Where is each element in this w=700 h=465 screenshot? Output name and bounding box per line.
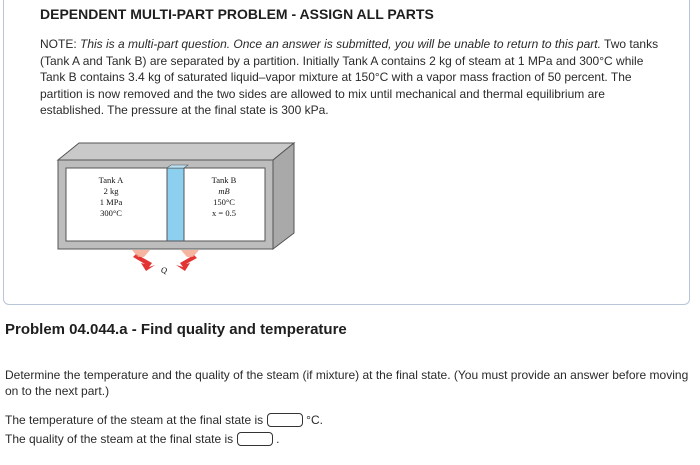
- problem-statement-panel: [3, 0, 690, 305]
- tank-top-face: [58, 143, 294, 160]
- temperature-input[interactable]: [267, 413, 303, 427]
- quality-input[interactable]: [237, 432, 273, 446]
- quality-answer-row: [5, 432, 279, 446]
- temperature-answer-row: [5, 413, 323, 427]
- panel-title: DEPENDENT MULTI-PART PROBLEM - ASSIGN ALL PARTS: [40, 6, 434, 22]
- tank-diagram: [54, 139, 304, 279]
- tank-partition: [167, 168, 184, 241]
- tank-b-temperature: 150°C: [213, 197, 235, 207]
- quality-prompt: The quality of the steam at the final state is: [5, 432, 234, 446]
- note-warning: This is a multi-part question. Once an answer is submitted, you will be unable to return to this part.: [80, 37, 601, 51]
- tank-side-face: [273, 143, 294, 249]
- problem-text: Two tanks (Tank A and Tank B) are separated by a partition. Initially Tank A contains 2 kg of steam at 1 MPa and 300°C while Tank B contains 3.4 kg of saturated liquid–vapor mixture at 150°C with a vapor mass fraction of 50 percent. The partition is now removed and the two sides are allowed to mix until mechanical and thermal equilibrium are established. The pressure at the final state is 300 kPa.: [40, 37, 659, 117]
- tank-b-mass: mB: [218, 186, 230, 196]
- tank-b-label: Tank B: [211, 175, 237, 185]
- heat-glow-right: [181, 250, 199, 257]
- part-instructions: Determine the temperature and the quality of the steam (if mixture) at the final state. (You must provide an answer before moving on to the next part.): [5, 368, 689, 398]
- temperature-unit: °C.: [306, 413, 323, 427]
- tank-a-mass: 2 kg: [103, 186, 119, 196]
- heat-arrow-right: [176, 255, 197, 271]
- problem-description: [40, 36, 660, 119]
- heat-label: Q: [160, 265, 168, 275]
- quality-suffix: .: [276, 432, 280, 446]
- partition-top: [167, 165, 188, 168]
- temperature-prompt: The temperature of the steam at the final state is: [5, 413, 264, 427]
- tank-a-pressure: 1 MPa: [99, 197, 123, 207]
- tank-a-label: Tank A: [98, 175, 124, 185]
- note-label: NOTE:: [40, 37, 81, 51]
- tank-a-temperature: 300°C: [100, 208, 122, 218]
- tank-b-quality: x = 0.5: [212, 208, 236, 218]
- part-title: Problem 04.044.a - Find quality and temperature: [5, 321, 347, 338]
